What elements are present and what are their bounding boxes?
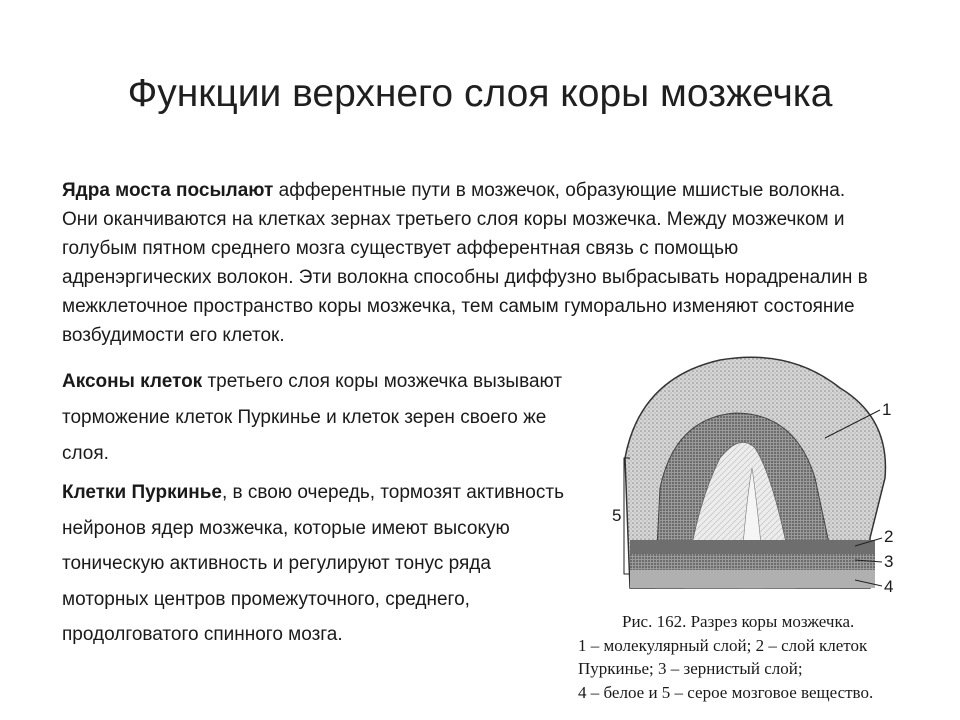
slide-title: Функции верхнего слоя коры мозжечка bbox=[127, 72, 833, 115]
caption-line: 1 – молекулярный слой; 2 – слой клеток bbox=[578, 635, 868, 655]
caption-title: Рис. 162. Разрез коры мозжечка. bbox=[622, 612, 855, 631]
paragraph-bold-lead: Клетки Пуркинье bbox=[62, 482, 222, 503]
caption-line: 4 – белое и 5 – серое мозговое вещество. bbox=[578, 682, 874, 702]
figure-label-1: 1 bbox=[882, 400, 892, 419]
cerebellum-section-figure bbox=[600, 338, 940, 608]
figure-caption bbox=[578, 610, 950, 704]
paragraph-pons-nuclei bbox=[62, 176, 882, 350]
paragraph-bold-lead: Ядра моста посылают bbox=[62, 180, 274, 201]
bottom-layer-2 bbox=[630, 540, 875, 554]
bottom-layer-3 bbox=[630, 554, 875, 570]
paragraph-body: , в свою очередь, тормозят активность нейронов ядер мозжечка, которые имеют высокую тоническую активность и регулируют тонус ряда моторных центров промежуточного, среднего, продолговатого спинного мозга. bbox=[62, 482, 564, 645]
figure-label-3: 3 bbox=[884, 552, 894, 571]
figure-label-5: 5 bbox=[612, 506, 622, 525]
paragraph-axons bbox=[62, 364, 572, 472]
paragraph-body: третьего слоя коры мозжечка вызывают торможение клеток Пуркинье и клеток зерен своего же слоя. bbox=[62, 371, 563, 464]
paragraph-body: афферентные пути в мозжечок, образующие мшистые волокна. Они оканчиваются на клетках зернах третьего слоя коры мозжечка. Между мозжечком и голубым пятном среднего мозга существует афферентная связь с помощью адренэргических волокон. Эти волокна способны диффузно выбрасывать норадреналин в межклеточное пространство коры мозжечка, тем самым гуморально изменяют состояние возбудимости его клеток. bbox=[62, 180, 868, 346]
bottom-layer-4 bbox=[630, 570, 875, 588]
figure-label-2: 2 bbox=[884, 527, 894, 546]
caption-line: Пуркинье; 3 – зернистый слой; bbox=[578, 659, 803, 678]
paragraph-bold-lead: Аксоны клеток bbox=[62, 371, 203, 392]
figure-label-4: 4 bbox=[884, 577, 894, 596]
paragraph-purkinje bbox=[62, 475, 572, 653]
